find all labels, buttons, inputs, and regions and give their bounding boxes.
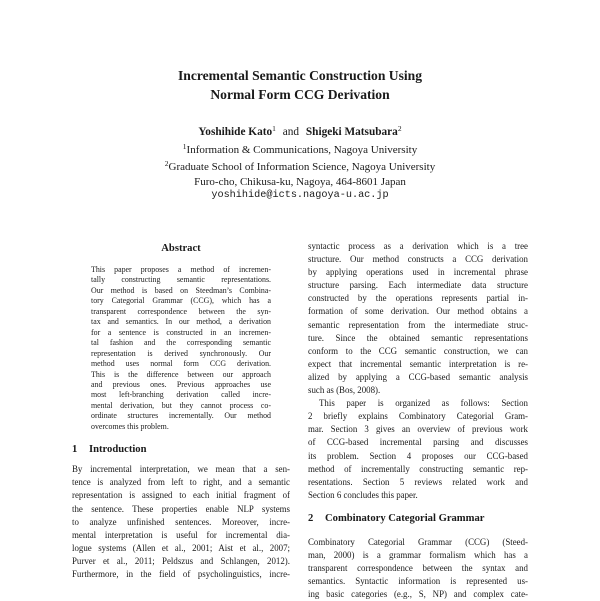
body-line: its problem. Section 4 proposes our CCG-based [308,450,528,461]
abstract-line: representation is derived synchronously. Our [91,348,271,358]
body-line: tence is analyzed from left to right, and a semantic [72,477,290,488]
body-line: Furthermore, in the field of psycholinguistics, incre- [72,569,290,579]
title-line-1: Incremental Semantic Construction Using [177,68,423,83]
section-1-number: 1 [72,444,78,456]
body-line: expect that incremental semantic interpretation is re- [308,358,528,369]
abstract-line: This paper proposes a method of incremen- [91,265,271,274]
author-conjunction: and [282,126,300,138]
paper-title [0,66,600,104]
body-line: representation is assigned to each initial fragment of [72,490,290,501]
intro-continuation-paragraph [308,240,528,397]
abstract-line: mental derivation, but they cannot process co- [91,400,271,410]
author-email: yoshihide@icts.nagoya-u.ac.jp [211,190,389,201]
body-line: ture. Since the obtained semantic representations [308,332,528,343]
body-line: semantic representation from the intermediate struc- [308,319,528,330]
body-line: mar. Section 3 gives an overview of previous work [308,424,528,435]
abstract-line: Our method is based on Steedman’s Combina- [91,285,271,295]
section-2-heading [308,512,528,526]
body-line: such as (Bos, 2008). [308,385,381,396]
abstract-heading: Abstract [161,243,201,254]
section-2-number: 2 [308,512,314,524]
address: Furo-cho, Chikusa-ku, Nagoya, 464-8601 Japan [194,175,406,188]
affiliation-1-mark: 1 [182,141,187,151]
body-line: Purver et al., 2011; Peldszus and Schlangen, 2012). [72,555,290,566]
body-line: method of incrementally constructing semantic rep- [308,463,528,474]
body-line: the sentence. These properties enable NLP systems [72,503,290,514]
author-2-affiliation-mark: 2 [397,124,402,133]
author-2-name: Shigeki Matsubara [305,126,398,138]
author-names [0,122,600,140]
body-line: 2 briefly explains Combinatory Categorial Gram- [308,411,528,422]
body-line: to analyze unfinished sentences. Moreover, incre- [72,516,290,527]
abstract-line: tory Categorial Grammar (CCG), which has a [91,296,271,306]
abstract-body [72,265,290,432]
body-line: semantics. Syntactic information is represented us- [308,576,528,587]
abstract-line: most left-branching derivation called incre- [91,390,271,400]
body-line: transparent correspondence between the syntax and [308,563,528,574]
body-line: mental interpretation is useful for incremental dia- [72,529,290,540]
body-line: structure. Our method constructs a CCG derivation [308,254,528,265]
body-line: man, 2000) is a grammar formalism which has a [308,549,528,560]
affiliation-2-text: Graduate School of Information Science, Nagoya University [168,161,436,173]
body-line: This paper is organized as follows: Section [319,398,528,409]
affiliation-2-mark: 2 [164,159,169,168]
body-line: syntactic process as a derivation which is a tree [308,241,528,251]
body-line: alized by applying a CCG-based semantic analysis [308,371,528,382]
organization-paragraph [308,397,528,502]
affiliation-1 [0,140,600,158]
author-block [0,122,600,204]
body-line: Combinatory Categorial Grammar (CCG) (Steed- [308,536,528,547]
author-1-name: Yoshihide Kato [198,126,273,138]
abstract-line: method uses normal form CCG derivation. [91,359,271,369]
section-2-title: Combinatory Categorial Grammar [325,512,485,524]
title-line-2: Normal Form CCG Derivation [210,87,390,102]
body-line: of CCG-based incremental parsing and discusses [308,437,528,448]
body-line: By incremental interpretation, we mean that a sen- [72,464,290,475]
left-column [72,240,290,581]
section-1-title: Introduction [89,444,147,456]
body-line: conform to the CCG semantic construction, we can [308,345,528,356]
body-line: formation of some derivation. Our method obtains a [308,306,528,317]
abstract-line: tal fashion and the corresponding semantic [91,338,271,348]
body-line: logue systems (Allen et al., 2001; Aist et al., 2007; [72,542,290,553]
body-line: ing basic categories (e.g., S, NP) and complex cate- [308,589,528,600]
body-line: structure parsing. Each intermediate data structure [308,280,528,291]
body-line: constructed by the operations represents partial in- [308,293,528,304]
body-line: Section 6 concludes this paper. [308,489,418,500]
abstract-line: ordinate structures incrementally. Our method [91,411,271,421]
right-column [308,240,528,601]
affiliation-1-text: Information & Communications, Nagoya University [186,143,418,156]
abstract-line: for a sentence is constructed in an incremen- [91,327,271,337]
author-1-affiliation-mark: 1 [272,124,276,133]
section-2-body [308,536,528,601]
abstract-line: tax and semantics. In our method, a derivation [91,317,271,327]
abstract-line: and previous ones. Previous approaches use [91,379,271,389]
abstract-line: overcomes this problem. [91,421,169,431]
affiliation-2 [0,157,600,175]
section-1-body [72,463,290,581]
body-line: resentations. Section 5 reviews related work and [308,476,528,487]
abstract-line: transparent correspondence between the syn- [91,306,271,316]
abstract-line: This is the difference between our approach [91,369,271,379]
section-1-heading [72,443,290,457]
body-line: by applying operations used in incremental phrase [308,267,528,278]
abstract-line: tally constructing semantic representations. [91,275,271,285]
